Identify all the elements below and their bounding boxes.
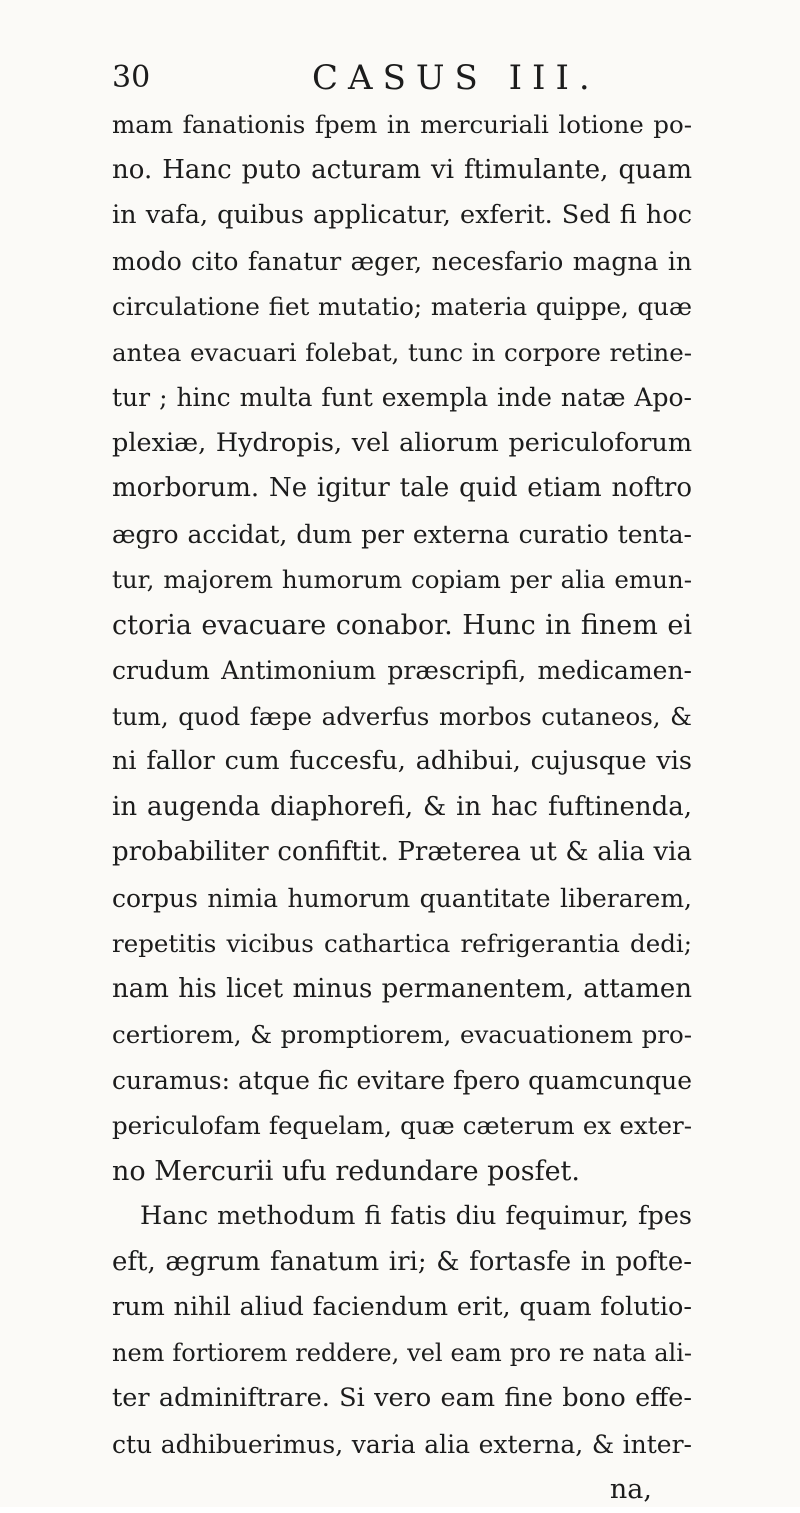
text-line: certiorem, & promptiorem, evacuationem pro-	[112, 1020, 692, 1049]
text-line: tur, majorem humorum copiam per alia emun-	[112, 565, 692, 594]
text-line: nam his licet minus permanentem, attamen	[112, 973, 692, 1004]
text-line: morborum. Ne igitur tale quid etiam noftro	[112, 473, 692, 503]
page-number: 30	[112, 60, 151, 95]
text-line: nem fortiorem reddere, vel eam pro re nata ali-	[112, 1338, 692, 1367]
text-line: ter adminiftrare. Si vero eam fine bono effe-	[112, 1383, 692, 1413]
catchword: na,	[609, 1474, 652, 1505]
text-line: modo cito fanatur æger, necesfario magna in	[112, 246, 692, 276]
text-line: tur ; hinc multa funt exempla inde natæ Apo-	[112, 383, 692, 412]
text-line: probabiliter confiftit. Præterea ut & alia via	[112, 837, 692, 867]
text-line: eft, ægrum fanatum iri; & fortasfe in pofte-	[112, 1246, 692, 1277]
body-text	[112, 102, 692, 1513]
text-line: no Mercurii ufu redundare posfet.	[112, 1155, 580, 1187]
text-line: ctoria evacuare conabor. Hunc in finem ei	[112, 609, 692, 641]
text-line: ni fallor cum fuccesfu, adhibui, cujusque vis	[112, 746, 692, 776]
page-header	[112, 58, 692, 98]
text-line: antea evacuari folebat, tunc in corpore retine-	[112, 337, 692, 367]
text-line: ctu adhibuerimus, varia alia externa, & inter-	[112, 1429, 692, 1459]
text-line: rum nihil aliud faciendum erit, quam folutio-	[112, 1292, 692, 1322]
text-line: plexiæ, Hydropis, vel aliorum periculoforum	[112, 427, 692, 458]
text-line: periculofam fequelam, quæ cæterum ex exter-	[112, 1111, 692, 1140]
text-line: circulatione fiet mutatio; materia quippe, quæ	[112, 292, 692, 321]
running-head: CASUS III.	[312, 58, 600, 98]
text-line: crudum Antimonium præscripfi, medicamen-	[112, 656, 692, 685]
text-line: corpus nimia humorum quantitate liberarem,	[112, 883, 692, 913]
text-line: tum, quod fæpe adverfus morbos cutaneos, &	[112, 701, 692, 731]
text-line: Hanc methodum fi fatis diu fequimur, fpes	[140, 1201, 692, 1231]
text-line: no. Hanc puto acturam vi ftimulante, quam	[112, 154, 692, 185]
text-line: curamus: atque fic evitare fpero quamcunque	[112, 1065, 692, 1095]
text-line: mam fanationis fpem in mercuriali lotione po-	[112, 110, 692, 139]
text-line: in augenda diaphorefi, & in hac fuftinenda,	[112, 791, 692, 822]
text-line: repetitis vicibus cathartica refrigerantia dedi;	[112, 929, 692, 958]
text-line: in vafa, quibus applicatur, exferit. Sed fi hoc	[112, 200, 692, 230]
text-line: ægro accidat, dum per externa curatio tenta-	[112, 519, 692, 549]
